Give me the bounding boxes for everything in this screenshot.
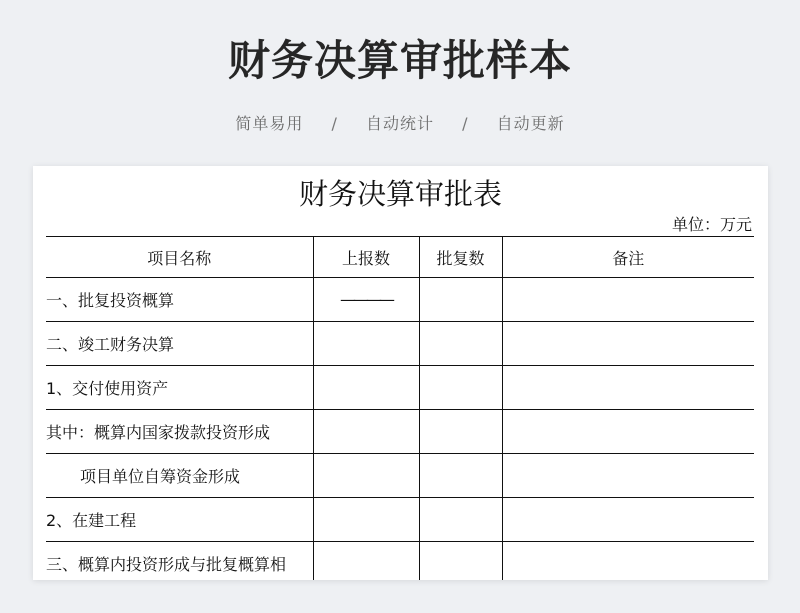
cell-remark[interactable]	[502, 278, 754, 322]
unit-label: 单位：万元	[671, 215, 752, 234]
cell-approved[interactable]	[419, 498, 502, 542]
form-sheet	[33, 166, 768, 580]
row-name: 其中：概算内国家拨款投资形成	[46, 410, 313, 454]
sheet-title: 财务决算审批表	[298, 177, 502, 211]
table-row	[46, 542, 754, 581]
tagline-separator: /	[462, 114, 469, 133]
table-row	[46, 498, 754, 542]
cell-reported[interactable]	[313, 498, 419, 542]
tagline-separator: /	[331, 114, 338, 133]
tagline-item-auto-stats: 自动统计	[365, 114, 434, 133]
cell-reported[interactable]	[313, 542, 419, 581]
cell-remark[interactable]	[502, 410, 754, 454]
column-header-approved: 批复数	[419, 237, 502, 278]
cell-remark[interactable]	[502, 542, 754, 581]
cell-remark[interactable]	[502, 366, 754, 410]
cell-approved[interactable]	[419, 410, 502, 454]
table-header-row	[46, 237, 754, 278]
cell-reported[interactable]	[313, 322, 419, 366]
cell-reported[interactable]	[313, 278, 419, 322]
tagline-item-auto-update: 自动更新	[496, 114, 565, 133]
tagline	[0, 113, 800, 135]
cell-approved[interactable]	[419, 278, 502, 322]
cell-remark[interactable]	[502, 498, 754, 542]
cell-reported[interactable]	[313, 410, 419, 454]
row-name: 项目单位自筹资金形成	[46, 454, 313, 498]
cell-approved[interactable]	[419, 366, 502, 410]
row-name: 一、批复投资概算	[46, 278, 313, 322]
row-name: 三、概算内投资形成与批复概算相	[46, 542, 313, 581]
cell-approved[interactable]	[419, 542, 502, 581]
dash-placeholder: ————	[340, 290, 392, 309]
table-row	[46, 454, 754, 498]
table-row	[46, 366, 754, 410]
table-row	[46, 278, 754, 322]
cell-remark[interactable]	[502, 322, 754, 366]
cell-reported[interactable]	[313, 366, 419, 410]
table-row	[46, 322, 754, 366]
cell-approved[interactable]	[419, 454, 502, 498]
column-header-remark: 备注	[502, 237, 754, 278]
row-name: 2、在建工程	[46, 498, 313, 542]
cell-approved[interactable]	[419, 322, 502, 366]
cell-remark[interactable]	[502, 454, 754, 498]
tagline-item-easy: 简单易用	[235, 114, 304, 133]
row-name: 二、竣工财务决算	[46, 322, 313, 366]
approval-table	[46, 236, 754, 580]
row-name: 1、交付使用资产	[46, 366, 313, 410]
column-header-reported: 上报数	[313, 237, 419, 278]
table-row	[46, 410, 754, 454]
cell-reported[interactable]	[313, 454, 419, 498]
column-header-item-name: 项目名称	[46, 237, 313, 278]
page-title: 财务决算审批样本	[227, 36, 572, 85]
